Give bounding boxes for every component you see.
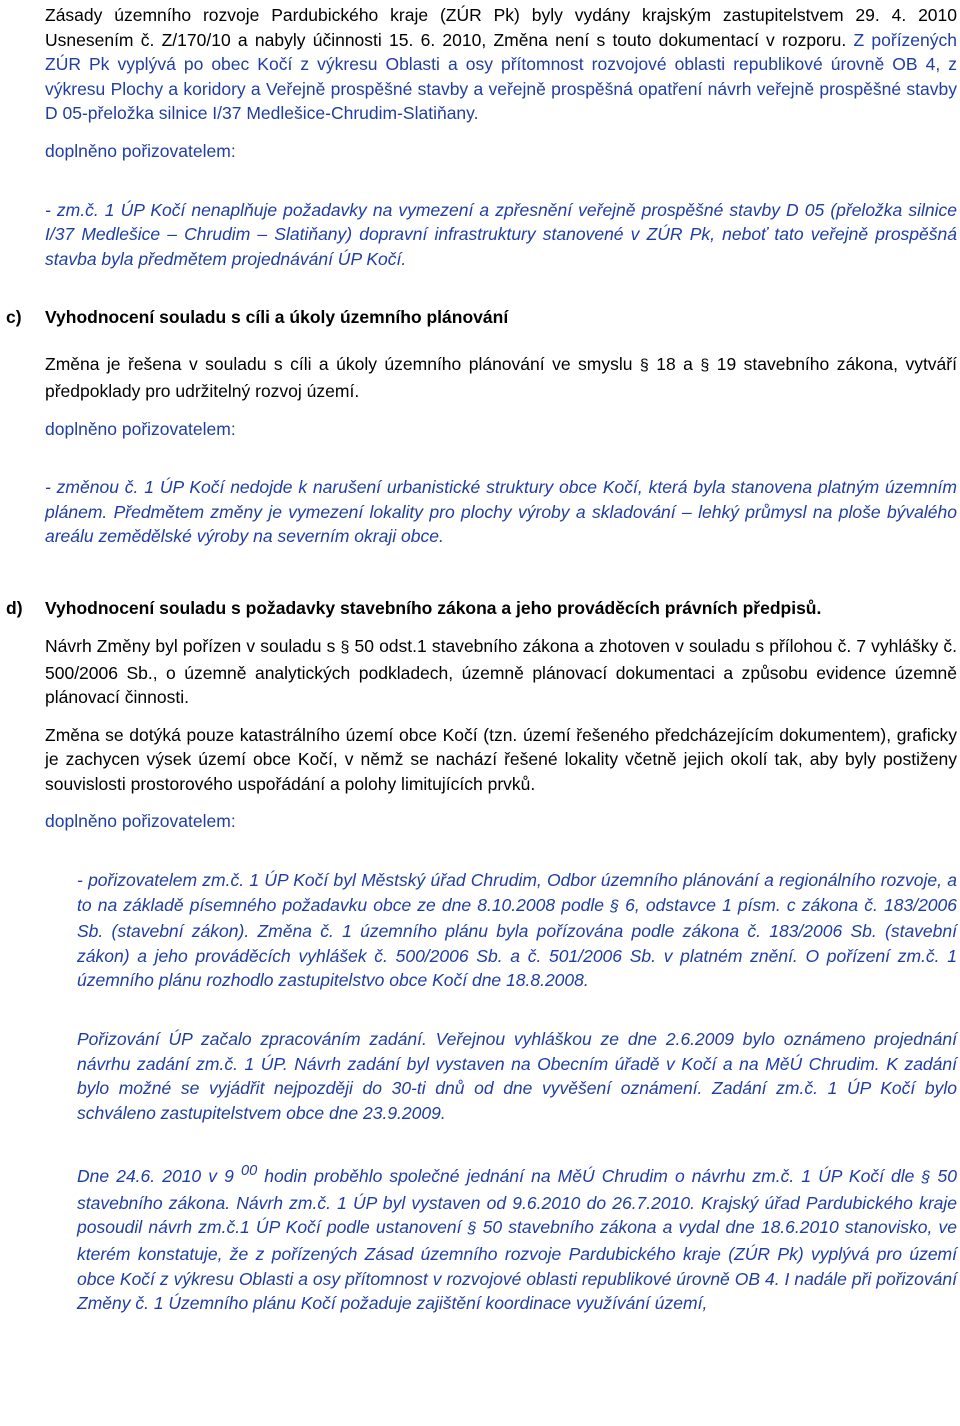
section-c-text-b: 18 a [648, 354, 701, 375]
section-mark: § [467, 1220, 477, 1238]
note-3a-text-b: 6, odstavce 1 písm. c zákona č. 183/2006 Sb. (stavební zákon). Změna č. 1 územního plánu byla pořízována podle zákona č. 183/2006 Sb. (stavební zákon) a jeho prováděcích vyhlášek č. 500/2006 Sb. a č. 501/2006 Sb. v platném znění. O pořízení zm.č. 1 územního plánu rozhodlo zastupitelstvo obce Kočí dne 18.8.2008. [77, 894, 957, 991]
supplement-block-3 [45, 868, 957, 1316]
supplement-note-1: - zm.č. 1 ÚP Kočí nenaplňuje požadavky na vymezení a zpřesnění veřejně prospěšné stavby D 05 (přeložka silnice I/37 Medlešice – Chrudim – Slatiňany) dopravní infrastruktury stanovené v ZÚR Pk, neboť tato veřejně prospěšná stavba byla předmětem projednávání ÚP Kočí. [45, 199, 957, 269]
section-mark: § [700, 357, 710, 375]
section-c-letter: c) [6, 307, 22, 328]
supplement-note-3b: Pořizování ÚP začalo zpracováním zadání. Veřejnou vyhláškou ze dne 2.6.2009 bylo oznámeno projednání návrhu zadání zm.č. 1 ÚP. Návrh zadání byl vystaven na Obecním úřadě v Kočí a na MěÚ Chrudim. K zadání bylo možné se vyjádřit nejpozději do 30-ti dnů od dne vyvěšení oznámení. Zadání zm.č. 1 ÚP Kočí bylo schváleno zastupitelstvem obce dne 23.9.2009. [77, 1029, 957, 1123]
note-3c-text-c: 50 stavebního zákona. Návrh zm.č. 1 ÚP byl vystaven od 9.6.2010 do 26.7.2010. Krajský úřad Pardubického kraje posoudil návrh zm.č.1 ÚP Kočí podle ustanovení [77, 1166, 957, 1238]
section-d-letter: d) [6, 597, 23, 618]
section-d-paragraph-1 [45, 634, 957, 710]
section-d-p1-text-a: Návrh Změny byl pořízen v souladu s [45, 635, 341, 656]
note-3c-text-d: 50 stavebního zákona a vydal dne 18.6.2010 stanovisko, ve kterém konstatuje, že z pořízených Zásad územního rozvoje Pardubického kraje (ZÚR Pk) vyplývá pro území obce Kočí z výkresu Oblasti a osy přítomnost v rozvojové oblasti republikové úrovně OB 4. I nadále při pořizování Změny č. 1 Územního plánu Kočí požaduje zajištění koordinace využívání území, [77, 1217, 957, 1314]
section-c-text-a: Změna je řešena v souladu s cíli a úkoly územního plánování ve smyslu [45, 354, 640, 375]
section-d-title: Vyhodnocení souladu s požadavky stavebního zákona a jeho prováděcích právních předpisů. [45, 597, 822, 618]
supplement-note-2: - změnou č. 1 ÚP Kočí nedojde k narušení urbanistické struktury obce Kočí, která byla stanovena platným územním plánem. Předmětem změny je vymezení lokality pro plochy výroby a skladování – lehký průmysl na ploše bývalého areálu zemědělské výroby na severním okraji obce. [45, 477, 957, 547]
note-3c-text-a: Dne 24.6. 2010 v 9 [77, 1166, 241, 1187]
supplement-label-1: doplněno pořizovatelem: [45, 140, 236, 161]
section-mark: § [610, 897, 620, 915]
section-d-paragraph-2: Změna se dotýká pouze katastrálního území obce Kočí (tzn. území řešeného předcházejícím dokumentem), graficky je zachycen výsek území obce Kočí, v němž se nachází řešené lokality včetně jejich okolí tak, aby byly postiženy souvislosti prostorového uspořádání a polohy limitujících prvků. [45, 724, 957, 794]
section-c-heading [6, 305, 957, 330]
document-page [6, 0, 958, 1316]
intro-text: Zásady územního rozvoje Pardubického kraje (ZÚR Pk) byly vydány krajským zastupitelstvem 29. 4. 2010 Usnesením č. Z/170/10 a nabyly účinnosti 15. 6. 2010, Změna není s touto dokumentací v rozporu. [45, 5, 957, 50]
intro-paragraph [45, 3, 957, 126]
section-d-p1-text-b: 50 odst.1 stavebního zákona a zhotoven v souladu s přílohou č. 7 vyhlášky č. 500/2006 Sb., o územně analytických podkladech, územně plánovací dokumentaci a způsobu evidence územně plánovací činnosti. [45, 635, 957, 708]
intro-blue-text: Z pořízených ZÚR Pk vyplývá po obec Kočí z výkresu Oblasti a osy přítomnost rozvojové oblasti republikové úrovně OB 4, z výkresu Plochy a koridory a Veřejně prospěšné stavby a veřejně prospěšná opatření návrh veřejně prospěšné stavby D 05-přeložka silnice I/37 Medlešice-Chrudim-Slatiňany. [45, 29, 958, 124]
note-3a-text-a: - pořizovatelem zm.č. 1 ÚP Kočí byl Městský úřad Chrudim, Odbor územního plánování a regionálního rozvoje, a to na základě písemného požadavku obce ze dne 8.10.2008 podle [77, 870, 957, 915]
section-mark: § [921, 1169, 931, 1187]
section-c-title: Vyhodnocení souladu s cíli a úkoly územního plánování [45, 307, 509, 328]
section-mark: § [340, 638, 350, 656]
supplement-label-3: doplněno pořizovatelem: [45, 811, 236, 832]
note-3c-text-b: hodin proběhlo společné jednání na MěÚ Chrudim o návrhu zm.č. 1 ÚP Kočí dle [257, 1166, 922, 1187]
section-c-paragraph [45, 352, 957, 403]
section-c-text-c: 19 stavebního zákona, vytváří předpoklady pro udržitelný rozvoj území. [45, 354, 957, 401]
section-d-heading [6, 596, 957, 621]
supplement-label-2: doplněno pořizovatelem: [45, 418, 236, 439]
supplement-note-3c [77, 1159, 957, 1315]
supplement-note-3a [77, 868, 957, 993]
time-superscript: 00 [240, 1163, 258, 1180]
section-mark: § [639, 357, 649, 375]
